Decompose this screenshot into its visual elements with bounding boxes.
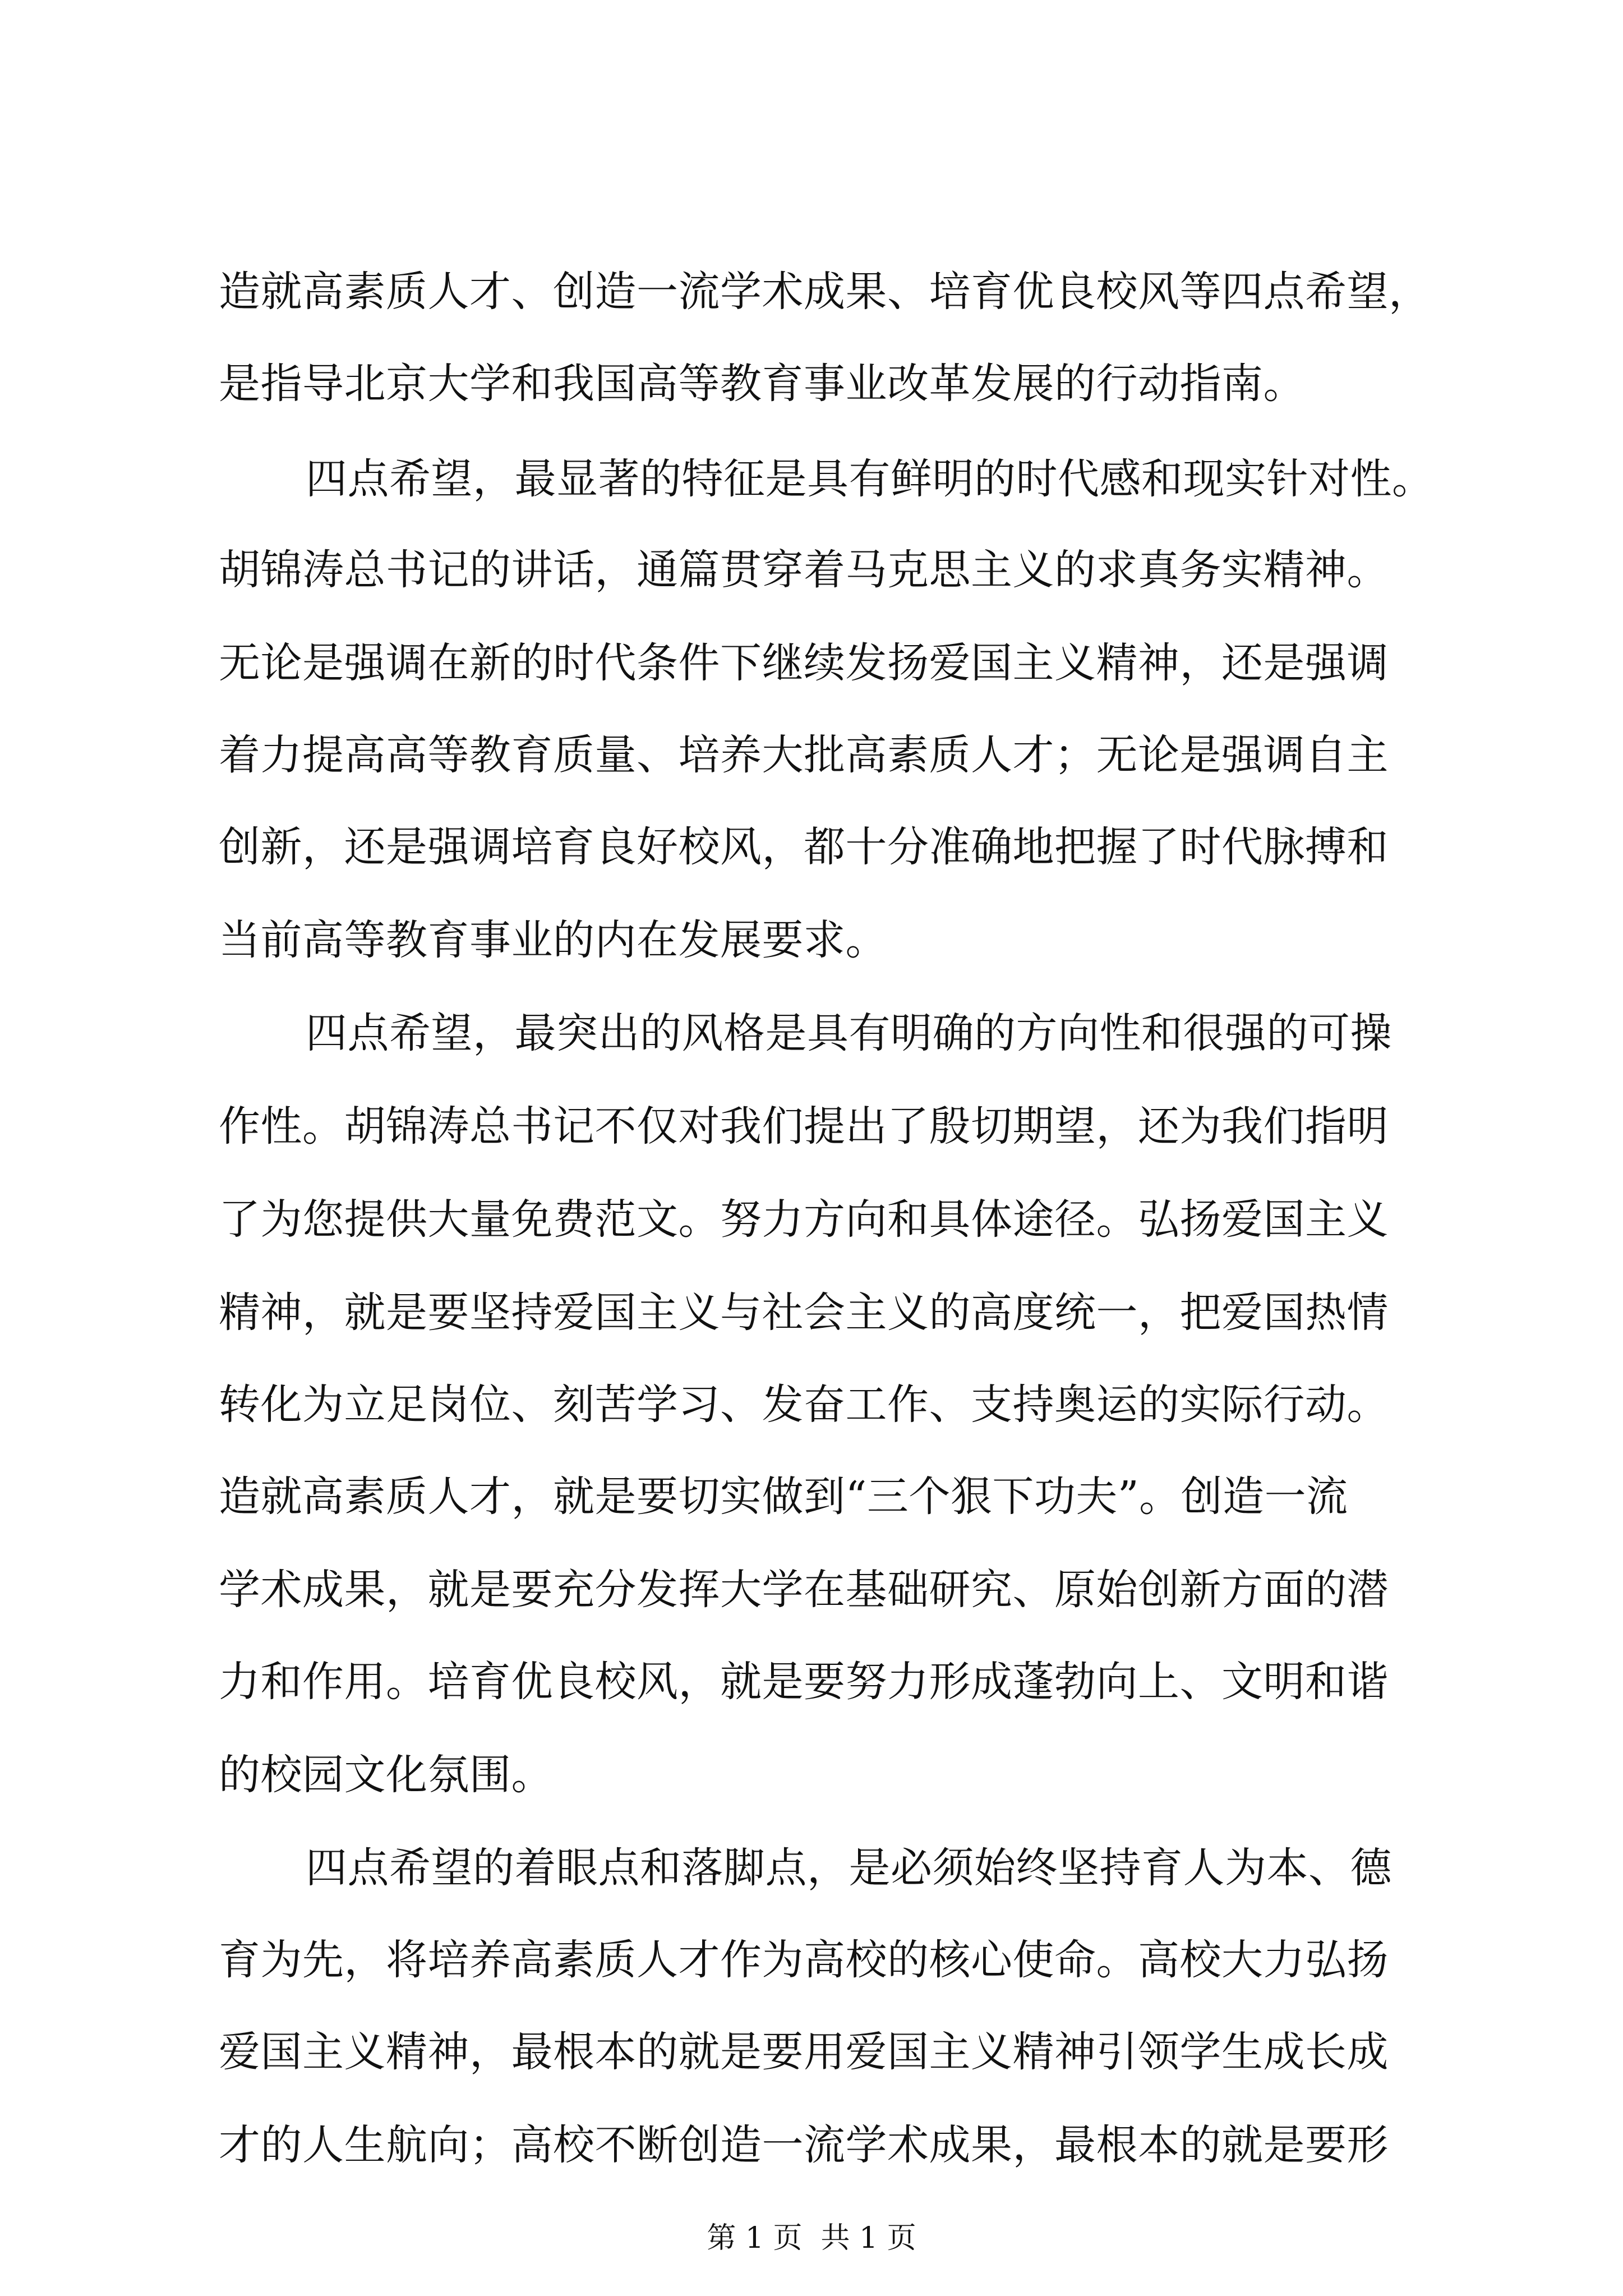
text-line: 四点希望，最显著的特征是具有鲜明的时代感和现实针对性。	[306, 455, 1434, 503]
text-line: 创新，还是强调培育良好校风，都十分准确地把握了时代脉搏和	[219, 823, 1389, 871]
text-line: 着力提高高等教育质量、培养大批高素质人才；无论是强调自主	[219, 731, 1389, 779]
text-line: 的校园文化氛围。	[219, 1751, 553, 1799]
text-line: 当前高等教育事业的内在发展要求。	[219, 916, 887, 964]
text-line: 爱国主义精神，最根本的就是要用爱国主义精神引领学生成长成	[219, 2028, 1389, 2076]
text-line: 是指导北京大学和我国高等教育事业改革发展的行动指南。	[219, 360, 1305, 408]
text-line: 作性。胡锦涛总书记不仅对我们提出了殷切期望，还为我们指明	[219, 1102, 1389, 1151]
text-line: 转化为立足岗位、刻苦学习、发奋工作、支持奥运的实际行动。	[219, 1381, 1389, 1429]
text-line: 造就高素质人才、创造一流学术成果、培育优良校风等四点希望，	[219, 268, 1431, 316]
text-line: 造就高素质人才，就是要切实做到“三个狠下功夫”。创造一流	[219, 1473, 1348, 1521]
text-line: 四点希望的着眼点和落脚点，是必须始终坚持育人为本、德	[306, 1844, 1392, 1892]
page-footer: 第 1 页 共 1 页	[707, 2221, 916, 2255]
text-line: 学术成果，就是要充分发挥大学在基础研究、原始创新方面的潜	[219, 1566, 1389, 1614]
text-line: 无论是强调在新的时代条件下继续发扬爱国主义精神，还是强调	[219, 639, 1389, 687]
text-line: 才的人生航向；高校不断创造一流学术成果，最根本的就是要形	[219, 2121, 1389, 2169]
text-line: 胡锦涛总书记的讲话，通篇贯穿着马克思主义的求真务实精神。	[219, 546, 1389, 594]
text-line: 了为您提供大量免费范文。努力方向和具体途径。弘扬爱国主义	[219, 1195, 1389, 1244]
text-line: 力和作用。培育优良校风，就是要努力形成蓬勃向上、文明和谐	[219, 1658, 1389, 1706]
text-line: 育为先，将培养高素质人才作为高校的核心使命。高校大力弘扬	[219, 1936, 1389, 1984]
text-line: 四点希望，最突出的风格是具有明确的方向性和很强的可操	[306, 1009, 1392, 1057]
text-line: 精神，就是要坚持爱国主义与社会主义的高度统一，把爱国热情	[219, 1289, 1389, 1337]
